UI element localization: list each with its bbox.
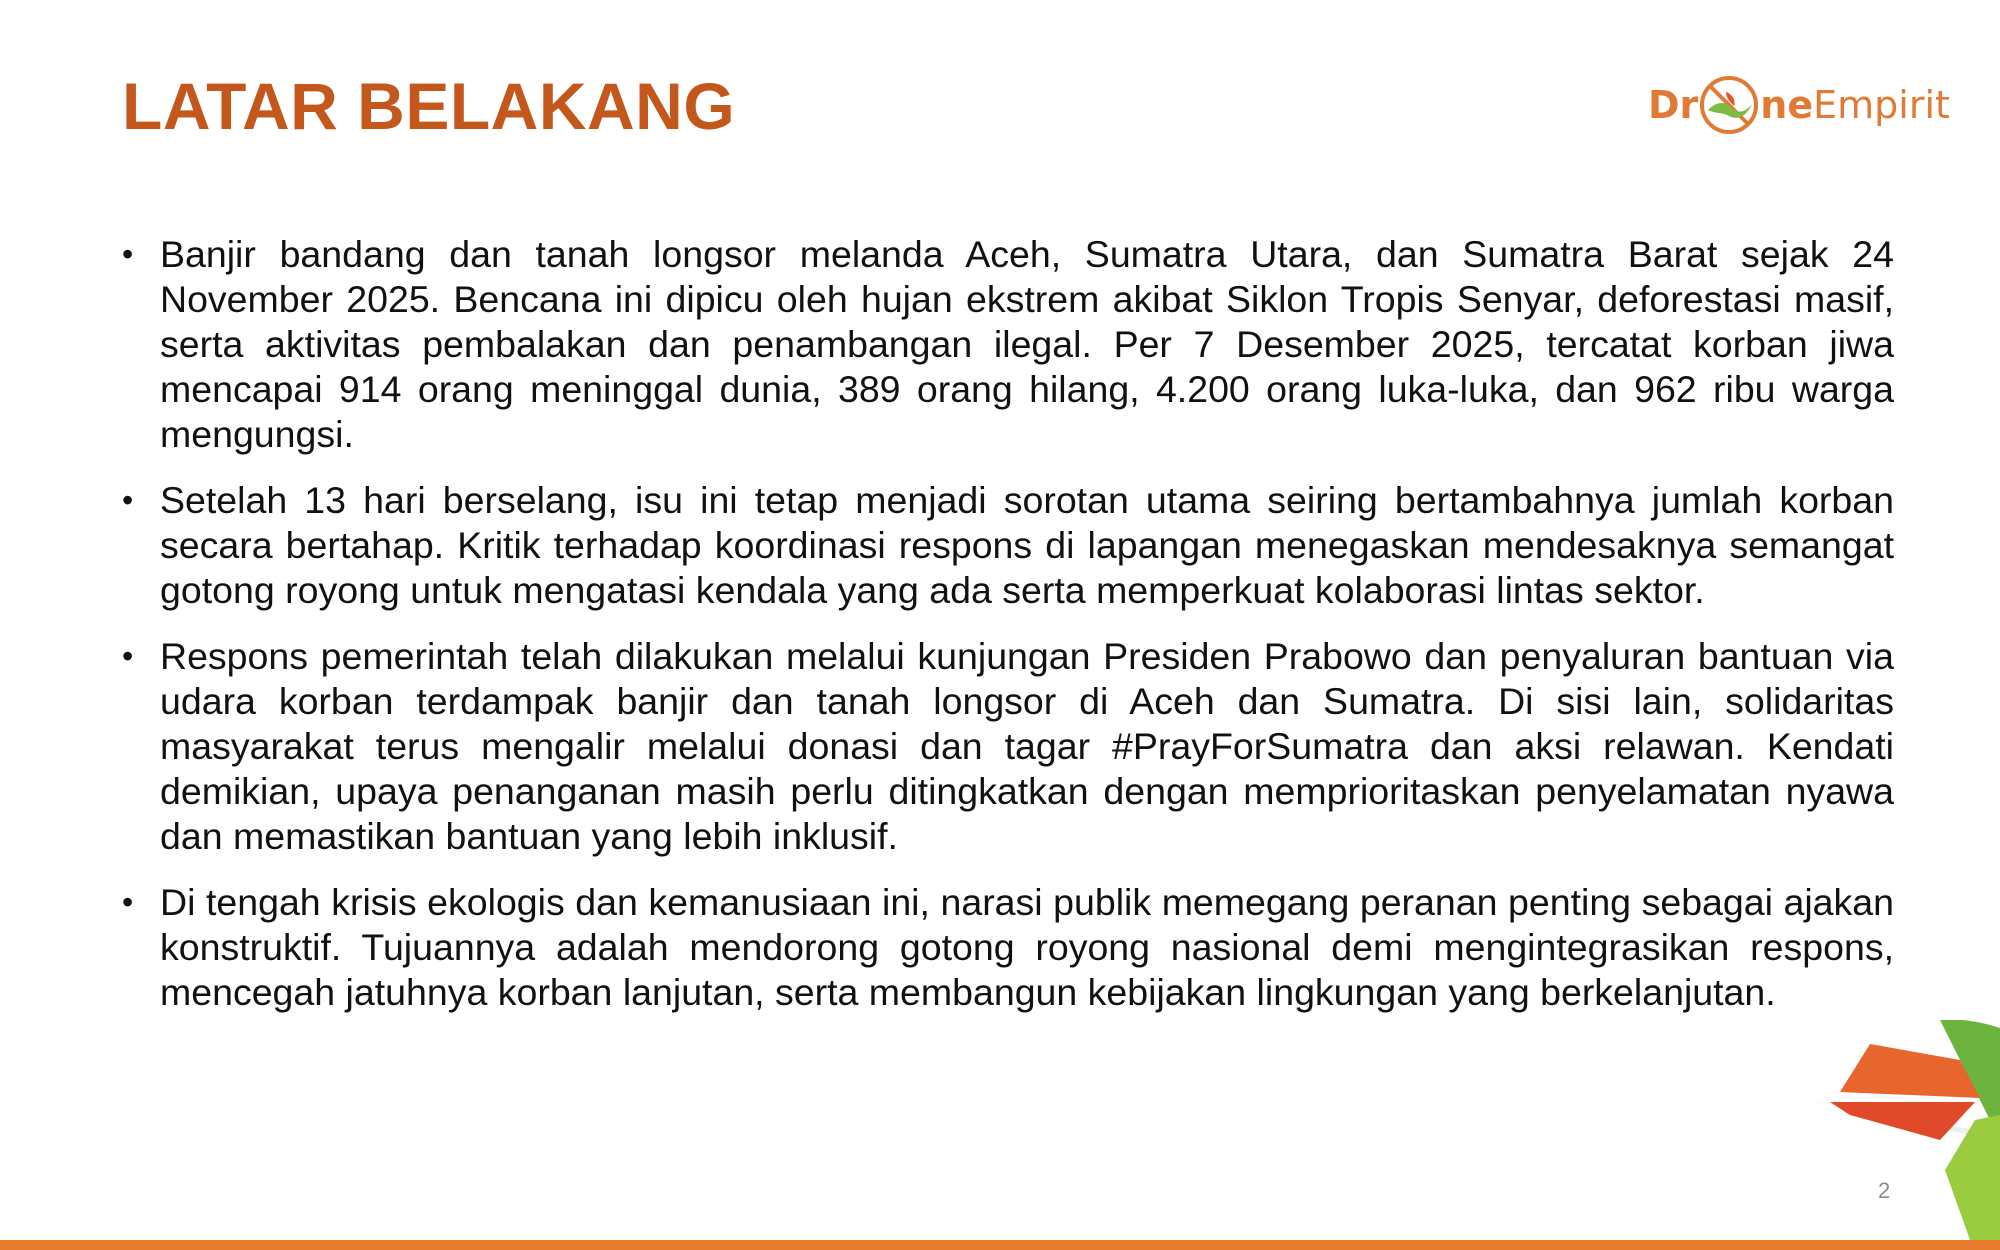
logo-text-ne: ne bbox=[1760, 83, 1814, 127]
bullet-list bbox=[122, 232, 1894, 1036]
drone-empirit-logo bbox=[1648, 70, 1950, 140]
bullet-marker: • bbox=[122, 884, 134, 920]
bullet-marker: • bbox=[122, 638, 134, 674]
bullet-text: Banjir bandang dan tanah longsor melanda Aceh, Sumatra Utara, dan Sumatra Barat sejak 24 November 2025. Bencana ini dipicu oleh hujan ekstrem akibat Siklon Tropis Senyar, deforestasi masif, serta aktivitas pembalakan dan penambangan ilegal. Per 7 Desember 2025, tercatat korban jiwa mencapai 914 orang meninggal dunia, 389 orang hilang, 4.200 orang luka-luka, dan 962 ribu warga mengungsi. bbox=[160, 233, 1894, 455]
bullet-item bbox=[122, 478, 1894, 613]
corner-decoration-icon bbox=[1810, 1020, 2000, 1240]
bullet-item bbox=[122, 634, 1894, 859]
slide-title: LATAR BELAKANG bbox=[122, 69, 736, 143]
bullet-text: Respons pemerintah telah dilakukan melalui kunjungan Presiden Prabowo dan penyaluran bantuan via udara korban terdampak banjir dan tanah longsor di Aceh dan Sumatra. Di sisi lain, solidaritas masyarakat terus mengalir melalui donasi dan tagar #PrayForSumatra dan aksi relawan. Kendati demikian, upaya penanganan masih perlu ditingkatkan dengan memprioritaskan penyelamatan nyawa dan memastikan bantuan yang lebih inklusif. bbox=[160, 635, 1894, 857]
bullet-text: Setelah 13 hari berselang, isu ini tetap menjadi sorotan utama seiring bertambahnya jumlah korban secara bertahap. Kritik terhadap koordinasi respons di lapangan menegaskan mendesaknya semangat gotong royong untuk mengatasi kendala yang ada serta memperkuat kolaborasi lintas sektor. bbox=[160, 479, 1894, 611]
logo-text-empirit: Empirit bbox=[1813, 83, 1950, 127]
bullet-item bbox=[122, 880, 1894, 1015]
bullet-item bbox=[122, 232, 1894, 457]
page-number: 2 bbox=[1878, 1178, 1891, 1203]
bullet-text: Di tengah krisis ekologis dan kemanusiaan ini, narasi publik memegang peranan penting sebagai ajakan konstruktif. Tujuannya adalah mendorong gotong royong nasional demi mengintegrasikan respons, mencegah jatuhnya korban lanjutan, serta membangun kebijakan lingkungan yang berkelanjutan. bbox=[160, 881, 1894, 1013]
bottom-accent-bar bbox=[0, 1240, 2000, 1250]
bullet-marker: • bbox=[122, 482, 134, 518]
drone-circle-icon bbox=[1696, 72, 1762, 138]
logo-text-dr: Dr bbox=[1648, 83, 1699, 127]
bullet-marker: • bbox=[122, 236, 134, 272]
